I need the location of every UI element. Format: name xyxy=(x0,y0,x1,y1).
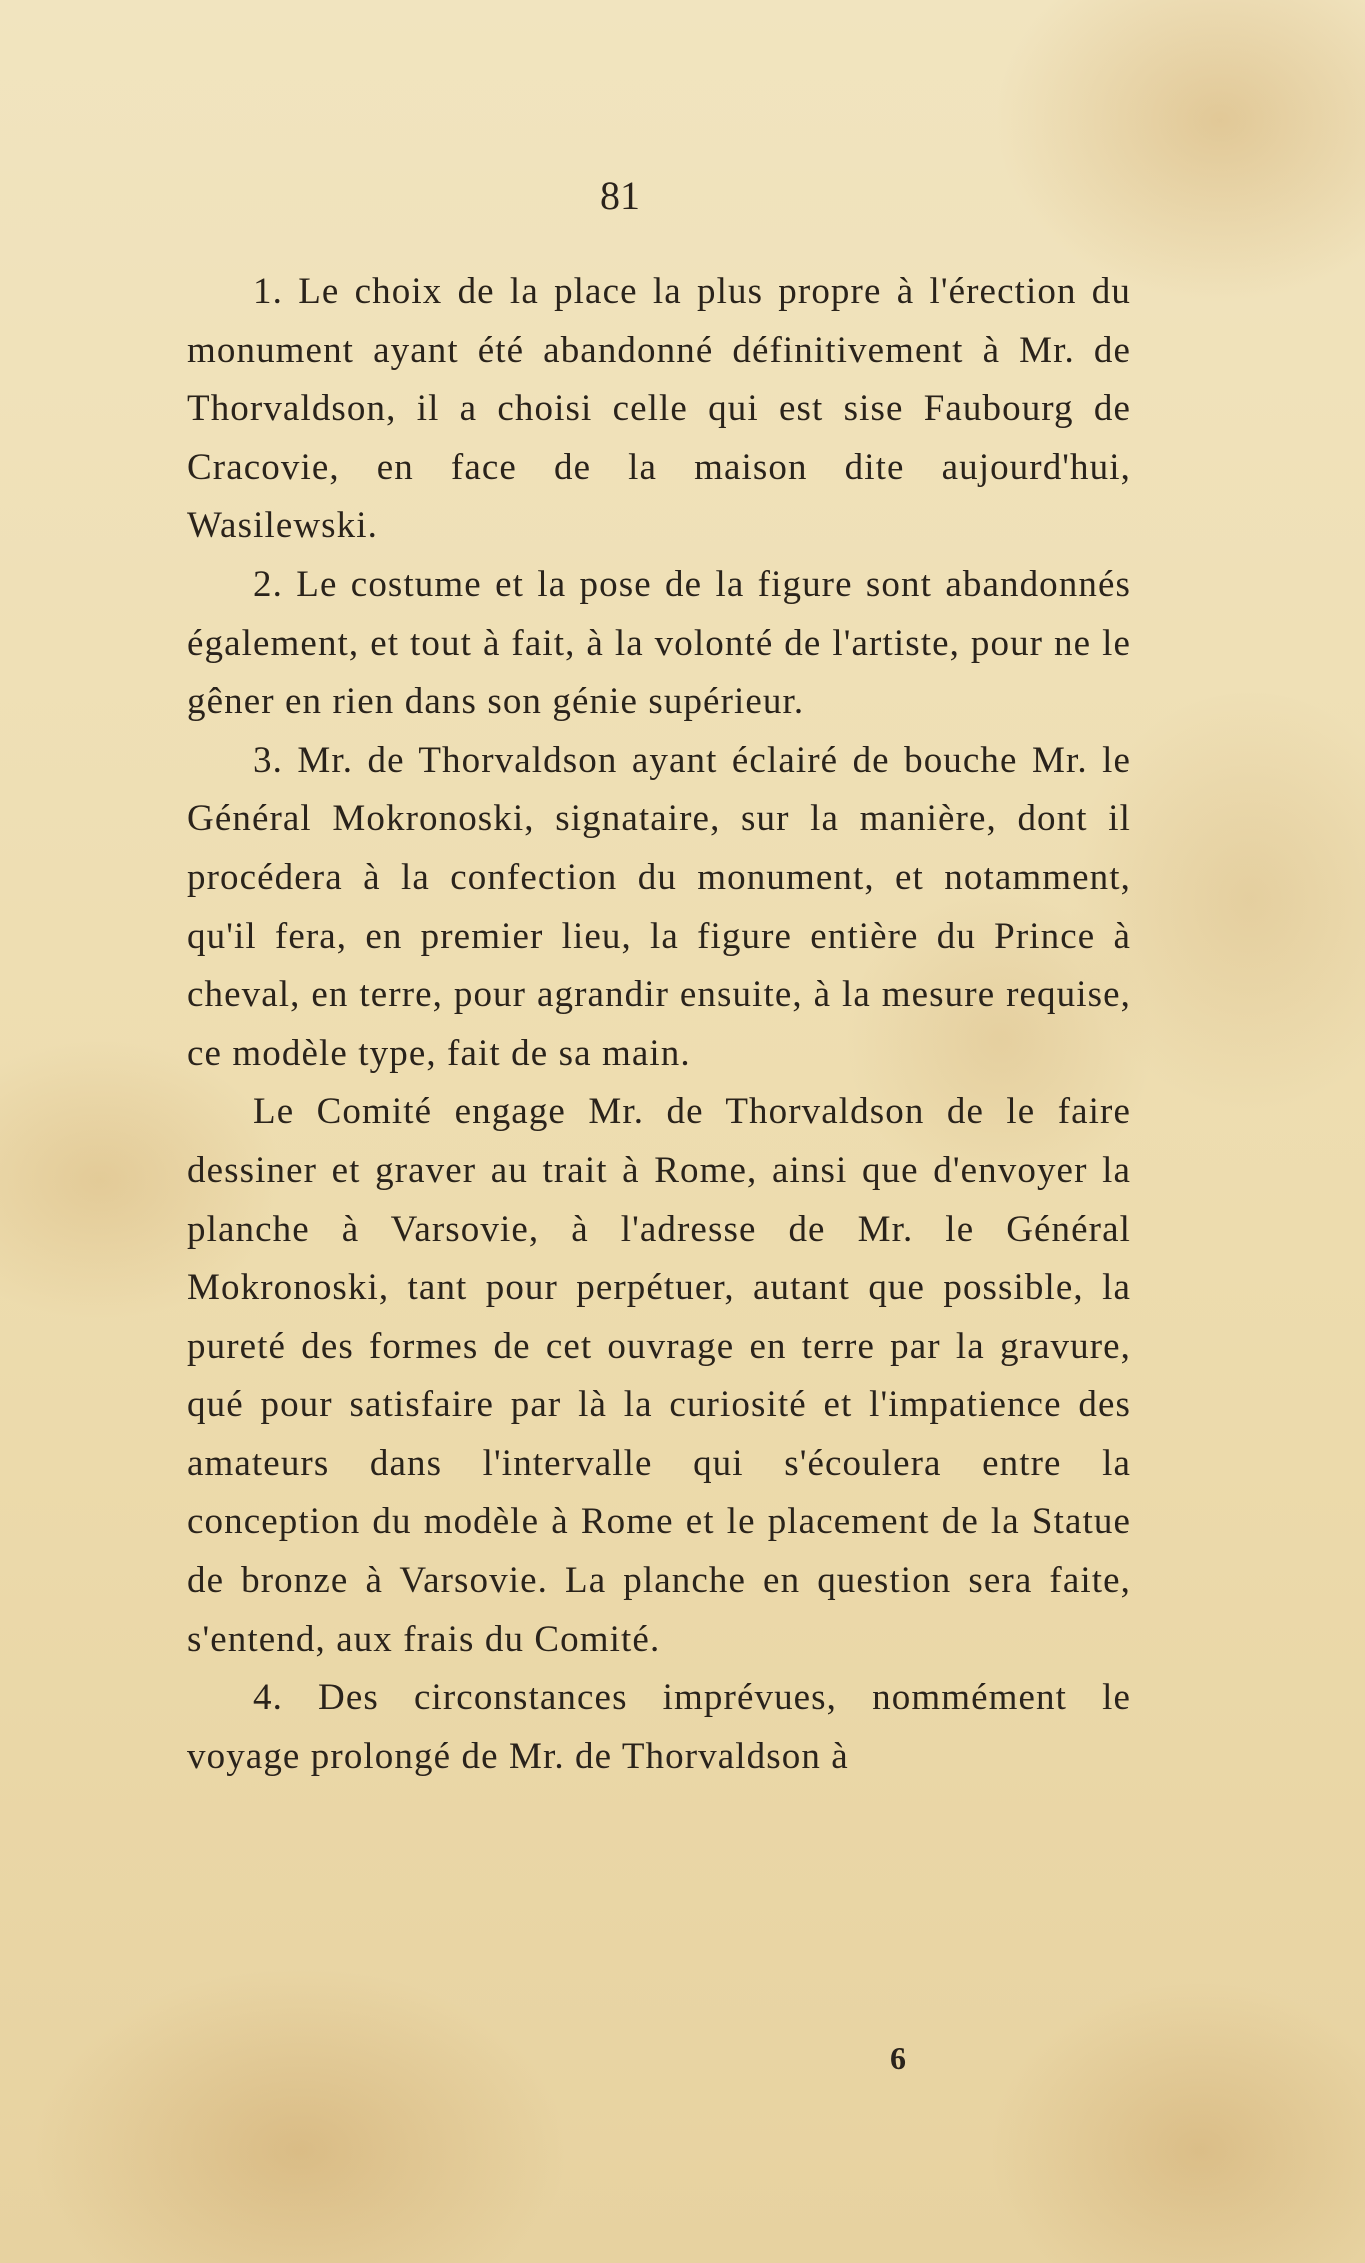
paragraph-text: Mr. de Thorvaldson ayant éclairé de bouche Mr. le Général Mokronoski, signataire, sur la manière, dont il procédera à la confection du monument, et notamment, qu'il fera, en premier lieu, la figure entière du Prince à cheval, en terre, pour agrandir ensuite, à la mesure requise, ce modèle type, fait de sa main. xyxy=(187,739,1131,1074)
paragraph-text: Le choix de la place la plus propre à l'érection du monument ayant été abandonné définitivement à Mr. de Thorvaldson, il a choisi celle qui est sise Faubourg de Cracovie, en face de la maison dite aujourd'hui, Wasilewski. xyxy=(187,271,1131,547)
paragraph-continuation xyxy=(187,1083,1131,1669)
paragraph-number: 3. xyxy=(253,739,283,781)
body-text xyxy=(187,263,1131,1786)
paragraph-number: 4. xyxy=(253,1677,283,1719)
paragraph-4 xyxy=(187,1669,1131,1786)
paragraph-number: 2. xyxy=(253,563,283,605)
paragraph-2 xyxy=(187,556,1131,732)
signature-mark: 6 xyxy=(890,2040,906,2076)
paragraph-3 xyxy=(187,732,1131,1084)
paragraph-text: Des circonstances imprévues, nommément le voyage prolongé de Mr. de Thorvaldson à xyxy=(187,1677,1131,1777)
paragraph-number: 1. xyxy=(253,271,283,312)
paragraph-1 xyxy=(187,263,1131,556)
page-number: 81 xyxy=(600,173,640,218)
paragraph-text: Le Comité engage Mr. de Thorvaldson de le faire dessiner et graver au trait à Rome, ainsi que d'envoyer la planche à Varsovie, à l'adresse de Mr. le Général Mokronoski, tant pour perpétuer, autant que possible, la pureté des formes de cet ouvrage en terre par la gravure, qué pour satisfaire par là la curiosité et l'impatience des amateurs dans l'intervalle qui s'écoulera entre la conception du modèle à Rome et le placement de la Statue de bronze à Varsovie. La planche en question sera faite, s'entend, aux frais du Comité. xyxy=(187,1091,1131,1660)
paragraph-text: Le costume et la pose de la figure sont abandonnés également, et tout à fait, à la volonté de l'artiste, pour ne le gêner en rien dans son génie supérieur. xyxy=(187,563,1131,723)
